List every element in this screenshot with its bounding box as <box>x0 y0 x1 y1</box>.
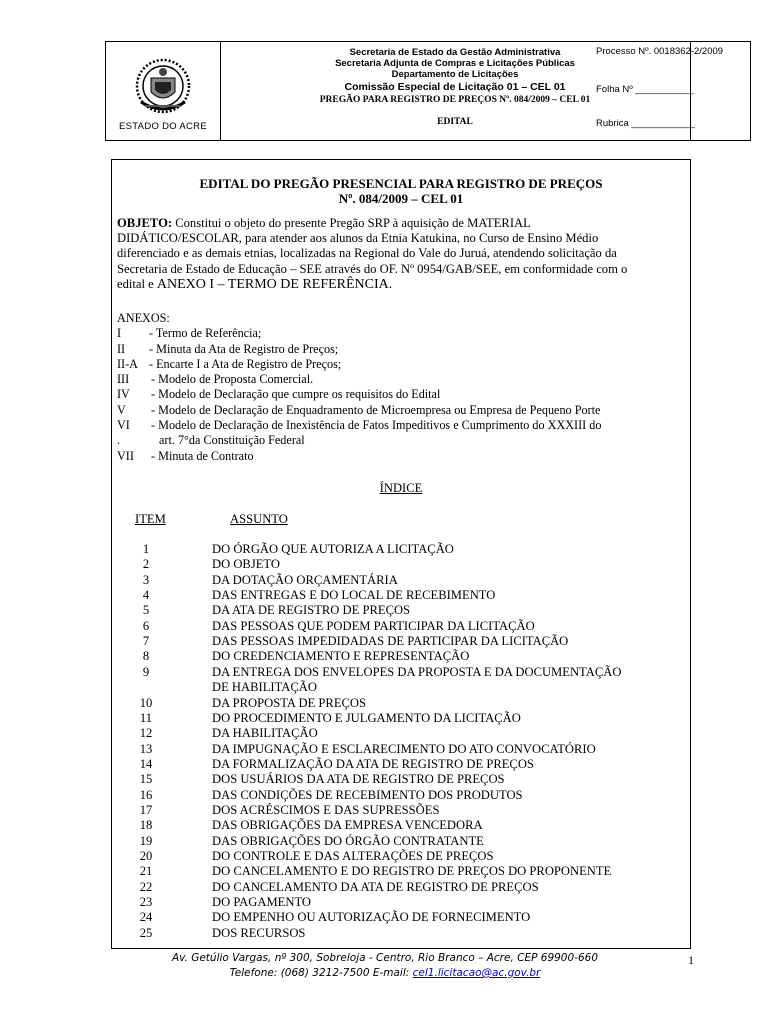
objeto-paragraph <box>117 216 685 292</box>
indice-item-number: 9 <box>142 664 150 679</box>
estado-label: ESTADO DO ACRE <box>119 121 207 132</box>
indice-item-number: 2 <box>142 557 150 572</box>
indice-item-number: 15 <box>139 772 153 787</box>
indice-item-subject: DA FORMALIZAÇÃO DA ATA DE REGISTRO DE PREÇOS <box>212 756 534 771</box>
indice-item-subject: DAS ENTREGAS E DO LOCAL DE RECEBIMENTO <box>212 588 496 603</box>
anexo-item: VI - Modelo de Declaração de Inexistência de Fatos Impeditivos e Cumprimento do XXXIII do <box>117 418 602 433</box>
indice-item-subject: DO PAGAMENTO <box>212 895 312 910</box>
indice-item-number: 1 <box>142 542 150 556</box>
header-line-departamento: Departamento de Licitações <box>391 69 519 80</box>
folha-field: Folha Nº ___________ <box>596 84 694 95</box>
anexo-item: IV - Modelo de Declaração que cumpre os requisitos do Edital <box>117 387 441 402</box>
indice-item-number: 24 <box>139 910 153 925</box>
objeto-line-1: OBJETO: Constitui o objeto do presente Pregão SRP à aquisição de MATERIAL <box>117 216 531 230</box>
indice-item-subject: DAS OBRIGAÇÕES DA EMPRESA VENCEDORA <box>212 818 483 833</box>
indice-item-number: 11 <box>139 710 153 725</box>
indice-item-number: 12 <box>139 726 153 741</box>
rubrica-field: Rubrica ____________ <box>596 118 695 129</box>
indice-item-subject: DA ENTREGA DOS ENVELOPES DA PROPOSTA E DA DOCUMENTAÇÃO <box>212 664 622 679</box>
indice-item-number: 20 <box>139 849 153 863</box>
indice-item-number: 6 <box>142 618 150 633</box>
indice-item-subject: DAS CONDIÇÕES DE RECEBIMENTO DOS PRODUTOS <box>212 787 523 802</box>
indice-item-subject: DO CANCELAMENTO E DO REGISTRO DE PREÇOS DO PROPONENTE <box>212 864 612 879</box>
anexo-item: II - Minuta da Ata de Registro de Preços; <box>117 341 339 356</box>
anexo-item: V - Modelo de Declaração de Enquadramento de Microempresa ou Empresa de Pequeno Porte <box>117 402 601 417</box>
processo-number: Processo Nº. 0018362-2/2009 <box>596 46 724 57</box>
indice-item-subject: DA PROPOSTA DE PREÇOS <box>212 695 367 710</box>
indice-col-assunto: ASSUNTO <box>230 512 288 526</box>
acre-coat-of-arms-icon <box>133 56 193 120</box>
indice-item-number: 8 <box>142 649 150 664</box>
indice-item-number: 17 <box>139 802 153 817</box>
header-line-adjunta: Secretaria Adjunta de Compras e Licitações Públicas <box>335 58 575 69</box>
objeto-label: OBJETO: <box>117 216 173 230</box>
indice-item-number: 18 <box>139 818 153 833</box>
anexos-label: ANEXOS: <box>117 311 170 325</box>
indice-item-number: 7 <box>142 634 150 649</box>
indice-item-subject: DO EMPENHO OU AUTORIZAÇÃO DE FORNECIMENTO <box>212 910 531 925</box>
indice-item-number: 23 <box>139 895 153 910</box>
indice-item-subject: DOS USUÁRIOS DA ATA DE REGISTRO DE PREÇOS <box>212 772 505 787</box>
objeto-line-5: edital e ANEXO I – TERMO DE REFERÊNCIA. <box>117 276 393 292</box>
header-line-edital: EDITAL <box>437 117 473 127</box>
indice-item-number: 5 <box>142 603 150 618</box>
anexo-item: II-A - Encarte I a Ata de Registro de Preços; <box>117 356 342 371</box>
indice-item-subject: DO CONTROLE E DAS ALTERAÇÕES DE PREÇOS <box>212 849 494 863</box>
anexo-item: I - Termo de Referência; <box>117 326 262 341</box>
header-logo-cell <box>106 42 221 140</box>
edital-title-line1: EDITAL DO PREGÃO PRESENCIAL PARA REGISTRO DE PREÇOS <box>199 176 603 191</box>
header-line-pregao: PREGÃO PARA REGISTRO DE PREÇOS Nº. 084/2009 – CEL 01 <box>319 95 591 105</box>
header-line-secretaria: Secretaria de Estado da Gestão Administrativa <box>349 47 561 58</box>
indice-item-subject: DAS PESSOAS QUE PODEM PARTICIPAR DA LICITAÇÃO <box>212 618 535 633</box>
anexo-item: VII - Minuta de Contrato <box>117 448 254 463</box>
indice-item-subject: DO OBJETO <box>212 557 280 572</box>
indice-item-subject: DAS OBRIGAÇÕES DO ÓRGÃO CONTRATANTE <box>212 833 484 848</box>
indice-item-number: 13 <box>139 741 153 756</box>
page-number: 1 <box>688 953 694 967</box>
email-link[interactable]: cel1.licitacao@ac.gov.br <box>412 967 541 979</box>
indice-item-subject: DA ATA DE REGISTRO DE PREÇOS <box>212 603 411 618</box>
indice-item-subject: DA IMPUGNAÇÃO E ESCLARECIMENTO DO ATO CONVOCATÓRIO <box>212 741 596 756</box>
indice-item-subject: DO CREDENCIAMENTO E REPRESENTAÇÃO <box>212 649 470 664</box>
indice-item-subject: DA DOTAÇÃO ORÇAMENTÁRIA <box>212 572 398 587</box>
indice-item-subject: DO PROCEDIMENTO E JULGAMENTO DA LICITAÇÃO <box>212 710 521 725</box>
anexo-item: . art. 7°da Constituição Federal <box>117 433 305 448</box>
objeto-line-3: diferenciado e as demais etnias, localizadas na Regional do Vale do Juruá, atendendo solicitação da <box>117 246 617 261</box>
objeto-line-2: DIDÁTICO/ESCOLAR, para atender aos alunos da Etnia Katukina, no Curso de Ensino Médio <box>117 231 599 246</box>
indice-item-number: 19 <box>139 833 153 848</box>
indice-item-number: 4 <box>142 588 150 603</box>
indice-item-subject: DE HABILITAÇÃO <box>212 680 317 695</box>
footer-address: Av. Getúlio Vargas, nº 300, Sobreloja - Centro, Rio Branco – Acre, CEP 69900-660 <box>172 952 598 964</box>
indice-item-subject: DO CANCELAMENTO DA ATA DE REGISTRO DE PREÇOS <box>212 879 539 894</box>
indice-item-number: 25 <box>139 925 153 940</box>
indice-item-number: 21 <box>139 864 153 879</box>
indice-item-number: 14 <box>139 756 153 771</box>
indice-item-number: 10 <box>139 695 153 710</box>
indice-item-subject: DO ÓRGÃO QUE AUTORIZA A LICITAÇÃO <box>212 542 454 556</box>
anexo-item: III - Modelo de Proposta Comercial. <box>117 372 314 387</box>
indice-item-subject: DOS RECURSOS <box>212 925 306 940</box>
indice-item-number: 16 <box>139 787 153 802</box>
indice-item-number: 3 <box>142 572 150 587</box>
anexos-list <box>117 311 685 464</box>
indice-item-subject: DOS ACRÉSCIMOS E DAS SUPRESSÕES <box>212 802 440 817</box>
indice-item-subject: DA HABILITAÇÃO <box>212 726 318 741</box>
indice-item-subject: DAS PESSOAS IMPEDIDADAS DE PARTICIPAR DA LICITAÇÃO <box>212 634 569 649</box>
objeto-line-4: Secretaria de Estado de Educação – SEE através do OF. Nº 0954/GAB/SEE, em conformidade com o <box>117 261 628 276</box>
footer-contact: Telefone: (068) 3212-7500 E-mail: cel1.licitacao@ac.gov.br <box>229 967 541 979</box>
indice-col-item: ITEM <box>135 512 166 526</box>
header-line-comissao: Comissão Especial de Licitação 01 – CEL 01 <box>344 81 566 93</box>
indice-title: ÍNDICE <box>379 481 423 495</box>
indice-item-number: 22 <box>139 879 153 894</box>
edital-title-line2: Nº. 084/2009 – CEL 01 <box>338 191 464 206</box>
